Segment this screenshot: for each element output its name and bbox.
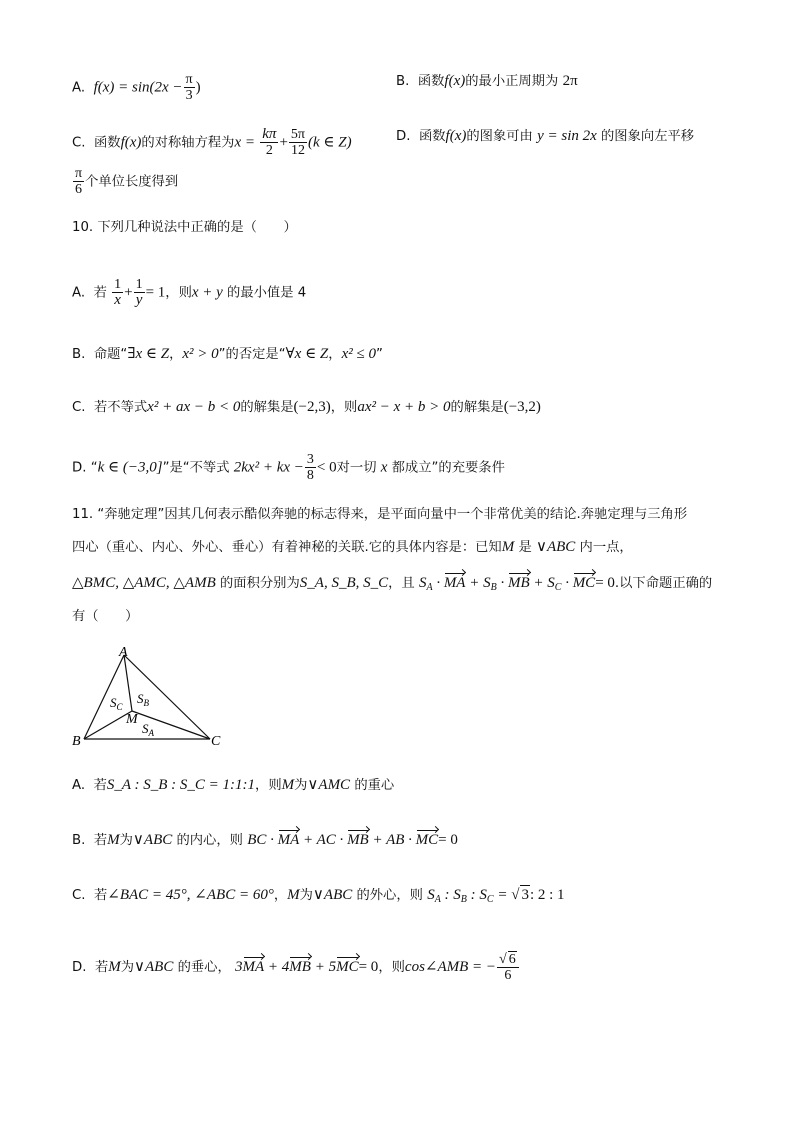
vertex-c-label: C (211, 734, 221, 749)
q9-option-d-cont: $\frac{\pi}{6}$ 个单位长度得到 (75, 166, 179, 197)
area-sb-label: $S_B$ (137, 691, 149, 708)
q10-stem: 10. 下列几种说法中正确的是（ ） (72, 220, 297, 235)
area-sa-label: $S_A$ (142, 721, 154, 738)
vertex-b-label: B (72, 734, 81, 749)
q10-option-b: B. 命题“∃x ∈ Z，x² > 0”的否定是“∀x ∈ Z，x² ≤ 0” (72, 346, 383, 362)
q11-option-b: B. 若M为∨ABC 的内心，则 BC · MA + AC · MB + AB · MC= 0 (72, 832, 458, 848)
vertex-a-label: A (119, 645, 128, 660)
triangle-figure (70, 645, 230, 753)
q11-option-a: A. 若S_A : S_B : S_C = 1:1:1，则M为∨AMC 的重心 (72, 777, 395, 793)
q11-stem-line-2: 四心（重心、内心、外心、垂心）有着神秘的关联.它的具体内容是：已知M 是 ∨ABC 内一点， (72, 539, 633, 555)
q10-option-d: D. “k ∈ (−3,0]”是“不等式 2kx² + kx − $\frac{3}{8}$ < 0对一切 x 都成立”的充要条件 (72, 452, 505, 483)
q11-stem-line-4: 有（ ） (72, 609, 139, 624)
q11-option-d: D. 若M为∨ABC 的垂心， 3MA + 4MB + 5MC= 0，则cos∠AMB = − $\frac{√ 6}{6}$ (72, 951, 520, 983)
q9-option-b: B. 函数f(x)的最小正周期为 2π (396, 73, 578, 89)
point-m-label: M (126, 712, 138, 727)
q11-option-c: C. 若∠BAC = 45°, ∠ABC = 60°，M为∨ABC 的外心，则 $S_A$ : $S_B$ : $S_C$ = √ 3: 2 : 1 (72, 887, 565, 905)
edge-ab (84, 655, 124, 739)
q10-option-c: C. 若不等式x² + ax − b < 0的解集是(−2,3)，则ax² − x + b > 0的解集是(−3,2) (72, 399, 541, 415)
segment-ma (124, 655, 132, 711)
area-sc-label: $S_C$ (110, 695, 123, 712)
q10-option-a: A. 若 $\frac{1}{x}$ + $\frac{1}{y}$ = 1，则x + y 的最小值是 4 (72, 277, 307, 308)
q9-option-c: C. 函数f(x)的对称轴方程为x = $\frac{k\pi}{2}$ + $\frac{5\pi}{12}$ (k ∈ Z) D. 函数f(x)的图象可由 y = sin 2x 的图象向左平移 (72, 126, 695, 158)
q9-option-d: D. 函数f(x)的图象可由 y = sin 2x 的图象向左平移 (396, 128, 695, 144)
q9-option-a: A. f(x) = sin(2x − $\frac{\pi}{3}$ ) B. 函数f(x)的最小正周期为 2π (72, 72, 578, 103)
q11-stem-line-3: △BMC, △AMC, △AMB 的面积分别为S_A, S_B, S_C，且 $S_A$ · MA + $S_B$ · MB + $S_C \cdot MC= 0$.以下命题正确的 (72, 575, 713, 593)
q11-stem-line-1: 11. “奔驰定理”因其几何表示酷似奔驰的标志得来，是平面向量中一个非常优美的结论.奔驰定理与三角形 (72, 507, 688, 522)
